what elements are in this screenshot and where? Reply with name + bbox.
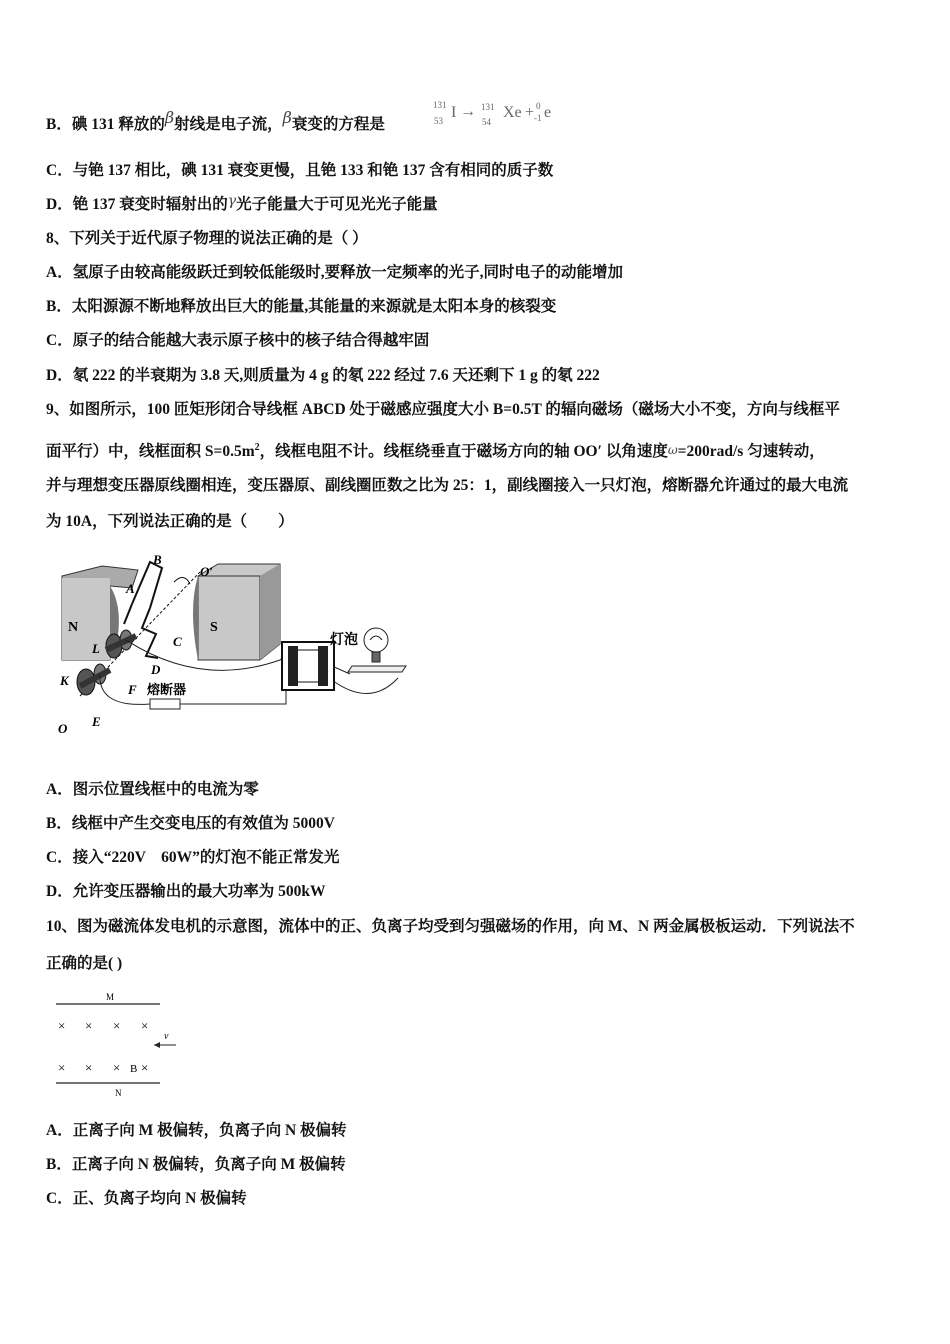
- label-d: D: [151, 662, 161, 677]
- iodine-mass-number: 131: [433, 100, 447, 110]
- magnetohydrodynamic-figure: [52, 988, 192, 1100]
- q8-option-b: B．太阳源源不断地释放出巨大的能量,其能量的来源就是太阳本身的核裂变: [46, 298, 557, 315]
- superscript-two: 2: [254, 442, 260, 453]
- omega-symbol: ω: [667, 443, 678, 458]
- cross-mark: ×: [85, 1060, 93, 1075]
- arrow-icon: [154, 1042, 160, 1048]
- xenon-atomic-number: 54: [482, 117, 491, 127]
- xenon-symbol: Xe: [503, 104, 522, 121]
- label-v: v: [164, 1031, 169, 1042]
- fuse-label: 熔断器: [147, 682, 187, 697]
- label-n: N: [68, 620, 79, 635]
- rotation-arrow: [174, 577, 190, 584]
- iodine-atomic-number: 53: [434, 116, 443, 126]
- generator-transformer-figure: [50, 548, 420, 743]
- q10-option-a: A．正离子向 M 极偏转，负离子向 N 极偏转: [46, 1122, 347, 1139]
- q8-option-c: C．原子的结合能越大表示原子核中的核子结合得越牢固: [46, 332, 430, 349]
- cross-mark: ×: [113, 1018, 121, 1033]
- electron-charge-number: -1: [534, 113, 542, 123]
- q9-option-c: C．接入“220V 60W”的灯泡不能正常发光: [46, 849, 340, 866]
- arrow-icon: →: [460, 103, 476, 120]
- q9-stem-line-3: 并与理想变压器原线圈相连，变压器原、副线圈匝数之比为 25：1，副线圈接入一只灯泡，熔断器允许通过的最大电流: [46, 477, 849, 494]
- q7-option-b-middle: 射线是电子流，: [174, 116, 283, 133]
- bulb-label: 灯泡: [330, 633, 358, 648]
- label-b: B: [153, 552, 162, 567]
- fuse: [150, 699, 180, 709]
- label-o-prime: O′: [200, 564, 214, 579]
- transformer: [282, 642, 334, 690]
- q7-option-b: [46, 108, 385, 135]
- q9-stem-line-4: 为 10A，下列说法正确的是（ ）: [46, 513, 294, 530]
- iodine-symbol: I: [451, 104, 457, 121]
- q7-option-c: C．与铯 137 相比，碘 131 衰变更慢，且铯 133 和铯 137 含有相同的质子数: [46, 162, 554, 179]
- cross-mark: ×: [113, 1060, 121, 1075]
- cross-mark: ×: [141, 1018, 149, 1033]
- q10-option-b: B．正离子向 N 极偏转，负离子向 M 极偏转: [46, 1156, 346, 1173]
- q7-option-d-suffix: 光子能量大于可见光光子能量: [236, 196, 438, 213]
- q9-option-d: D．允许变压器输出的最大功率为 500kW: [46, 883, 326, 900]
- q7-option-d: [46, 195, 438, 215]
- label-n-plate: N: [115, 1088, 122, 1098]
- q7-option-b-suffix: 衰变的方程是: [291, 116, 385, 133]
- label-k: K: [60, 673, 69, 688]
- plus-sign: +: [525, 104, 535, 121]
- q9-stem-line-1: 9、如图所示，100 匝矩形闭合导线框 ABCD 处于磁感应强度大小 B=0.5T 的辐向磁场（磁场大小不变，方向与线框平: [46, 401, 840, 418]
- q7-option-d-prefix: D．铯 137 衰变时辐射出的: [46, 196, 228, 213]
- q9-stem-line-2-a: 面平行）中，线框面积 S=0.5m: [46, 443, 255, 461]
- cross-mark: ×: [141, 1060, 149, 1075]
- q9-stem-line-2-c: =200rad/s 匀速转动，: [677, 443, 825, 461]
- cross-mark: ×: [58, 1060, 66, 1075]
- q8-stem: 8、下列关于近代原子物理的说法正确的是（ ）: [46, 230, 368, 247]
- beta-symbol: β: [164, 108, 175, 127]
- label-f: F: [128, 682, 137, 697]
- label-l: L: [92, 641, 100, 656]
- electron-symbol: e: [544, 104, 552, 121]
- q7-option-b-prefix: B．碘 131 释放的: [46, 116, 165, 133]
- label-e: E: [92, 714, 101, 729]
- q8-option-a: A．氢原子由较高能级跃迁到较低能级时,要释放一定频率的光子,同时电子的动能增加: [46, 264, 623, 281]
- label-s: S: [210, 620, 218, 635]
- cross-mark: ×: [58, 1018, 66, 1033]
- decay-equation: [433, 100, 563, 132]
- q10-stem-line-1: 10、图为磁流体发电机的示意图，流体中的正、负离子均受到匀强磁场的作用，向 M、N 两金属极板运动．下列说法不: [46, 918, 855, 935]
- gamma-symbol: γ: [227, 193, 237, 209]
- label-o: O: [58, 721, 68, 736]
- label-c: C: [173, 634, 182, 649]
- label-b-field: B: [130, 1063, 138, 1075]
- q10-option-c: C．正、负离子均向 N 极偏转: [46, 1190, 247, 1207]
- electron-mass-number: 0: [536, 101, 541, 111]
- beta-symbol: β: [282, 108, 292, 127]
- q10-stem-line-2: 正确的是( ): [46, 955, 123, 972]
- label-a: A: [126, 581, 135, 596]
- q9-stem-line-2-b: ，线框电阻不计。线框绕垂直于磁场方向的轴 OO′ 以角速度: [259, 443, 668, 461]
- q9-option-b: B．线框中产生交变电压的有效值为 5000V: [46, 815, 335, 832]
- q8-option-d: D．氡 222 的半衰期为 3.8 天,则质量为 4 g 的氡 222 经过 7.6 天还剩下 1 g 的氡 222: [46, 367, 600, 384]
- label-m: M: [106, 992, 115, 1002]
- cross-mark: ×: [85, 1018, 93, 1033]
- q9-option-a: A．图示位置线框中的电流为零: [46, 781, 259, 798]
- xenon-mass-number: 131: [481, 102, 495, 112]
- q9-stem-line-2: [46, 438, 825, 462]
